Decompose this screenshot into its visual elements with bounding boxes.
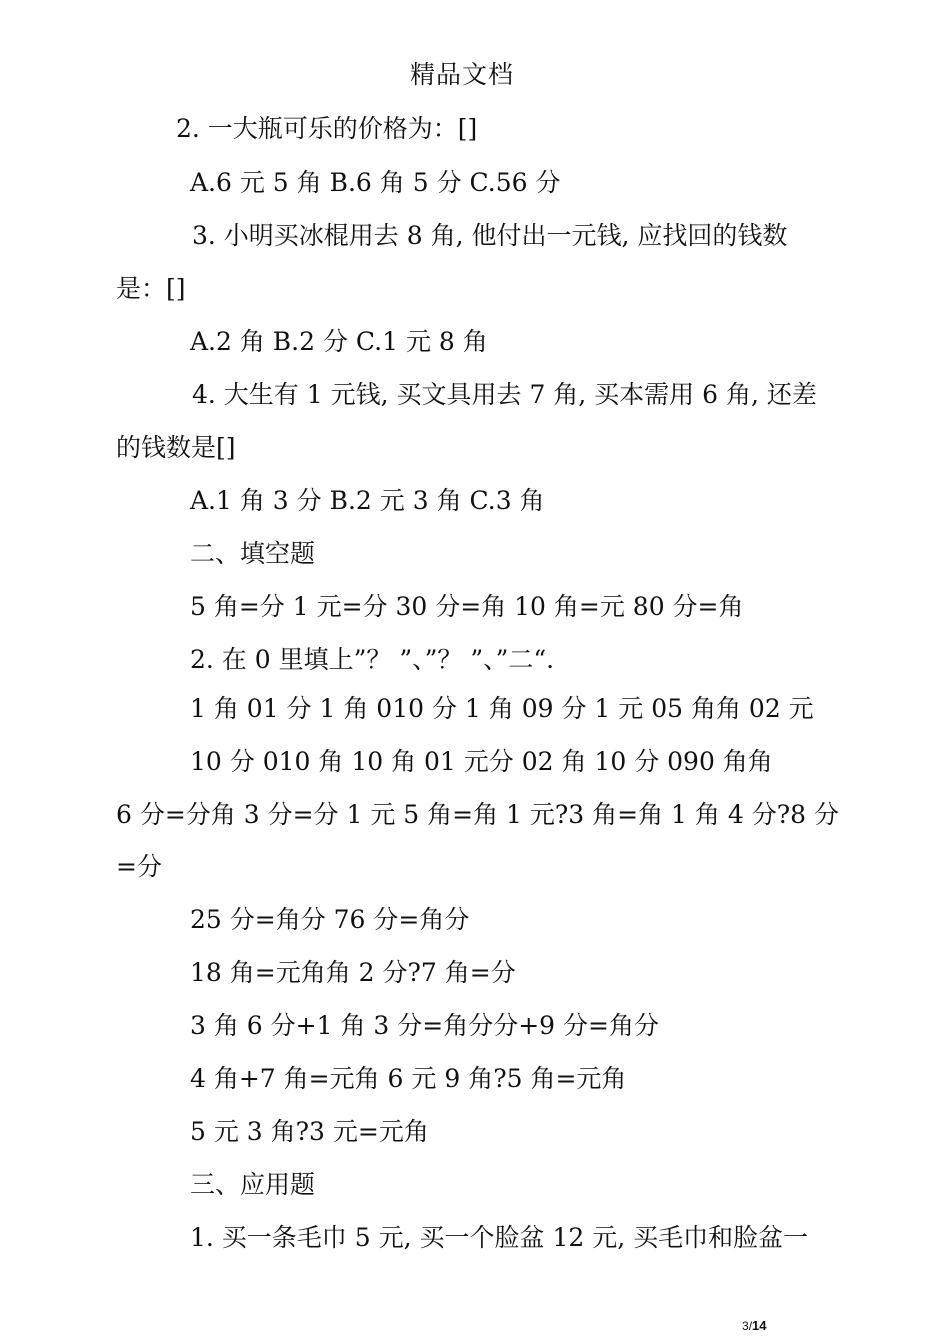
question-3-options: A.2 角 B.2 分 C.1 元 8 角	[190, 327, 488, 356]
fill-line-6: 3 角 6 分+1 角 3 分=角分分+9 分=角分	[190, 1011, 659, 1040]
compare-line-2: 10 分 010 角 10 角 01 元分 02 角 10 分 090 角角	[190, 747, 773, 776]
fill-line-1: 5 角=分 1 元=分 30 分=角 10 角=元 80 分=角	[190, 592, 744, 621]
question-3-cont: 是：[]	[116, 274, 186, 303]
question-4-cont: 的钱数是[]	[116, 433, 236, 462]
fill-line-3-cont: =分	[116, 852, 162, 881]
page-total: 14	[752, 1318, 767, 1333]
question-3: 3. 小明买冰棍用去 8 角, 他付出一元钱, 应找回的钱数	[192, 221, 788, 250]
compare-line-1: 1 角 01 分 1 角 010 分 1 角 09 分 1 元 05 角角 02 元	[190, 694, 814, 723]
page-current: 3	[742, 1319, 749, 1333]
fill-question-2: 2. 在 0 里填上”？ ”、”？ ”、”二“.	[190, 645, 555, 674]
question-4: 4. 大生有 1 元钱, 买文具用去 7 角, 买本需用 6 角, 还差	[192, 380, 817, 409]
section-application: 三、应用题	[190, 1170, 316, 1199]
page-header-title: 精品文档	[410, 60, 515, 89]
page-number: 3/14	[742, 1318, 767, 1333]
fill-line-4: 25 分=角分 76 分=角分	[190, 905, 470, 934]
question-4-options: A.1 角 3 分 B.2 元 3 角 C.3 角	[190, 486, 545, 515]
fill-line-7: 4 角+7 角=元角 6 元 9 角?5 角=元角	[190, 1064, 627, 1093]
fill-line-5: 18 角=元角角 2 分?7 角=分	[190, 958, 516, 987]
application-question-1: 1. 买一条毛巾 5 元, 买一个脸盆 12 元, 买毛巾和脸盆一	[190, 1223, 809, 1252]
fill-line-3: 6 分=分角 3 分=分 1 元 5 角=角 1 元?3 角=角 1 角 4 分?8 分	[116, 800, 839, 829]
question-2-options: A.6 元 5 角 B.6 角 5 分 C.56 分	[190, 168, 561, 197]
fill-line-8: 5 元 3 角?3 元=元角	[190, 1117, 429, 1146]
question-2: 2. 一大瓶可乐的价格为：[]	[176, 114, 478, 143]
section-fill-blank: 二、填空题	[190, 539, 316, 568]
